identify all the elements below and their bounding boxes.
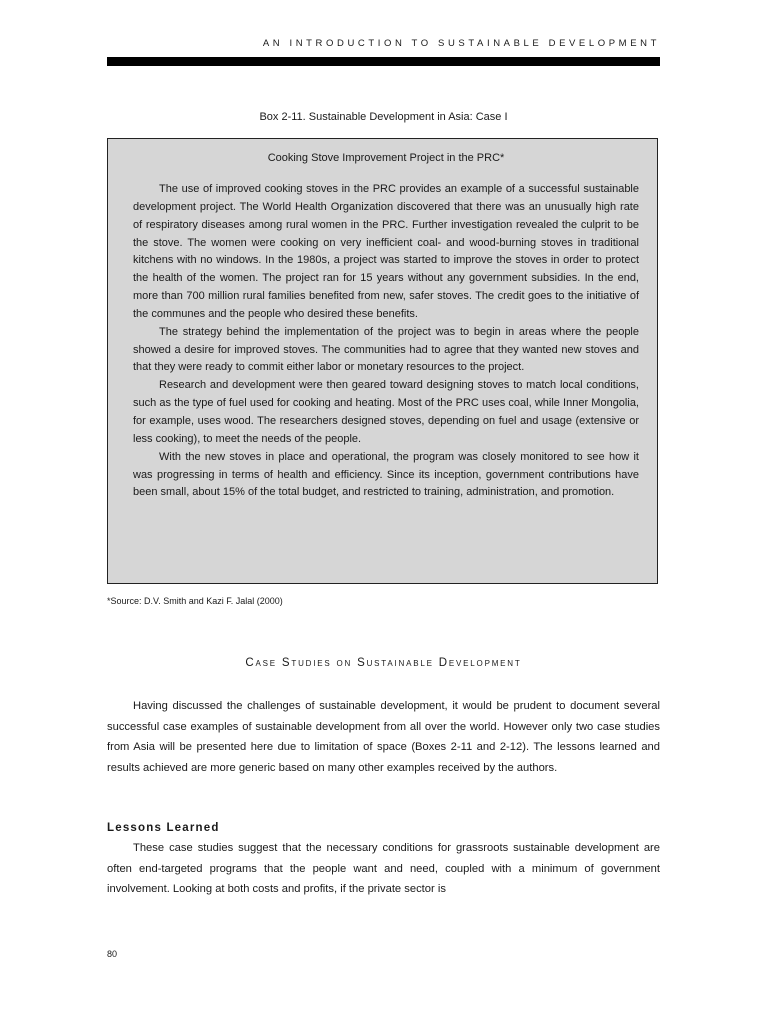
page-number: 80 [107, 949, 118, 959]
box-paragraph: Research and development were then geared toward designing stoves to match local conditions, such as the type of fuel used for cooking and heating. Most of the PRC uses coal, while Inner Mongolia, for example, uses wood. The researchers designed stoves, depending on fuel and usage (extensive or less cooking), to meet the needs of the people. [133, 379, 639, 445]
section-heading: Case Studies on Sustainable Development [245, 657, 522, 669]
running-header: AN INTRODUCTION TO SUSTAINABLE DEVELOPMENT [262, 38, 660, 49]
intro-paragraph: Having discussed the challenges of sustainable development, it would be prudent to document several successful case examples of sustainable development from all over the world. However only two case studies from Asia will be presented here due to limitation of space (Boxes 2-11 and 2-12). The lessons learned and results achieved are more generic based on many other examples received by the authors. [107, 700, 660, 774]
box-title: Cooking Stove Improvement Project in the PRC* [267, 152, 505, 164]
lessons-paragraph: These case studies suggest that the necessary conditions for grassroots sustainable development are often end-targeted programs that the people want and need, coupled with a minimum of government involvement. Looking at both costs and profits, if the private sector is [107, 842, 660, 895]
case-study-box [107, 138, 658, 584]
source-note: *Source: D.V. Smith and Kazi F. Jalal (2000) [107, 596, 283, 606]
box-paragraph: With the new stoves in place and operational, the program was closely monitored to see how it was progressing in terms of health and efficiency. Since its inception, government contributions have been small, about 15% of the total budget, and restricted to training, administration, and promotion. [133, 450, 639, 499]
header-rule [107, 57, 660, 66]
box-paragraph: The strategy behind the implementation of the project was to begin in areas where the people showed a desire for improved stoves. The communities had to agree that they wanted new stoves and that they were ready to commit either labor or monetary resources to the project. [133, 325, 639, 374]
box-paragraph: The use of improved cooking stoves in the PRC provides an example of a successful sustainable development project. The World Health Organization discovered that there was an unusually high rate of respiratory diseases among rural women in the PRC. Further investigation revealed the culprit to be the stove. The women were cooking on very inefficient coal- and wood-burning stoves in traditional kitchens with no windows. In the 1980s, a project was started to improve the stoves in order to protect the health of the women. The project ran for 15 years without any government subsidies. In the end, more than 700 million rural families benefited from new, safer stoves. The credit goes to the initiative of the communes and the people who desired these benefits. [133, 183, 639, 320]
box-caption: Box 2-11. Sustainable Development in Asia: Case I [259, 111, 508, 123]
lessons-learned-heading: Lessons Learned [107, 822, 220, 834]
